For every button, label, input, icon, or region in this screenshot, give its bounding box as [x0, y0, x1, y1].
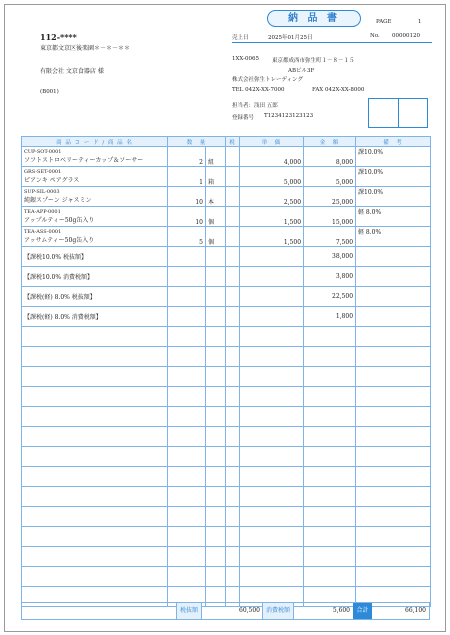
blank-row — [22, 487, 431, 507]
empty-cell — [356, 327, 431, 347]
empty-cell — [240, 567, 304, 587]
empty-cell — [304, 467, 356, 487]
item-code: SUP-SIL-0003 — [24, 188, 60, 195]
issuer-address: 東京都成西市弥生町１－８－１５ — [272, 58, 355, 64]
empty-cell — [168, 447, 206, 467]
summary-label: 【課税10.0% 消費税額】 — [22, 267, 168, 287]
date-label: 売上日 — [232, 35, 249, 41]
item-code: TEA-APP-0001 — [24, 208, 61, 215]
number-value: 00000120 — [392, 33, 420, 39]
issuer-company: 株式会社弥生トレーディング — [232, 77, 303, 83]
recipient-company: 有限会社 文京食器店 様 — [40, 68, 104, 75]
empty-cell — [168, 267, 206, 287]
empty-cell — [240, 347, 304, 367]
empty-cell — [22, 487, 168, 507]
item-remark: 軽 8.0% — [356, 227, 431, 247]
empty-cell — [356, 367, 431, 387]
empty-cell — [240, 467, 304, 487]
empty-cell — [168, 427, 206, 447]
grand-total-value: 66,100 — [405, 607, 426, 614]
summary-row — [22, 267, 431, 287]
empty-cell — [22, 387, 168, 407]
blank-row — [22, 527, 431, 547]
summary-row — [22, 247, 431, 267]
empty-cell — [226, 467, 240, 487]
empty-cell — [304, 387, 356, 407]
blank-row — [22, 407, 431, 427]
empty-cell — [206, 487, 226, 507]
item-amount: 5,000 — [304, 167, 356, 187]
empty-cell — [226, 327, 240, 347]
empty-cell — [168, 367, 206, 387]
empty-cell — [304, 527, 356, 547]
empty-cell — [240, 407, 304, 427]
blank-row — [22, 447, 431, 467]
item-code: TEA-ASS-0001 — [24, 228, 62, 235]
issuer-fax: FAX 042X-XX-8000 — [312, 87, 365, 93]
empty-cell — [240, 387, 304, 407]
empty-cell — [206, 567, 226, 587]
empty-cell — [226, 347, 240, 367]
blank-row — [22, 547, 431, 567]
empty-cell — [356, 467, 431, 487]
item-tax-mark — [226, 147, 240, 167]
empty-cell — [226, 447, 240, 467]
empty-cell — [168, 347, 206, 367]
item-quantity: 2 — [168, 147, 206, 167]
empty-cell — [226, 247, 240, 267]
empty-cell — [356, 287, 431, 307]
empty-cell — [304, 367, 356, 387]
empty-cell — [206, 507, 226, 527]
item-product-cell — [22, 167, 168, 187]
empty-cell — [240, 547, 304, 567]
item-price: 1,500 — [240, 227, 304, 247]
empty-cell — [226, 507, 240, 527]
subtotal-value: 60,500 — [239, 607, 260, 614]
summary-label: 【課税(軽) 8.0% 消費税額】 — [22, 307, 168, 327]
item-name: アップルティー50g缶入り — [24, 216, 95, 224]
empty-cell — [240, 507, 304, 527]
empty-cell — [356, 527, 431, 547]
empty-cell — [226, 487, 240, 507]
blank-row — [22, 327, 431, 347]
blank-row — [22, 507, 431, 527]
empty-cell — [22, 507, 168, 527]
item-tax-mark — [226, 187, 240, 207]
issuer-building: ABビル3F — [288, 68, 315, 74]
recipient-address: 東京都文京区後楽園＊－＊－＊＊ — [40, 45, 131, 52]
empty-cell — [240, 327, 304, 347]
col-amount: 金 額 — [304, 137, 356, 147]
item-remark: 課10.0% — [356, 147, 431, 167]
empty-cell — [22, 327, 168, 347]
blank-row — [22, 567, 431, 587]
item-unit: 組 — [206, 147, 226, 167]
item-remark: 軽 8.0% — [356, 207, 431, 227]
empty-cell — [356, 307, 431, 327]
item-name: アッサムティー50g缶入り — [24, 236, 95, 244]
empty-cell — [206, 267, 226, 287]
empty-cell — [240, 287, 304, 307]
empty-cell — [356, 507, 431, 527]
empty-cell — [226, 287, 240, 307]
empty-cell — [206, 547, 226, 567]
item-tax-mark — [226, 227, 240, 247]
document-title: 納 品 書 — [267, 10, 361, 27]
item-price: 4,000 — [240, 147, 304, 167]
item-remark: 課10.0% — [356, 167, 431, 187]
empty-cell — [356, 427, 431, 447]
blank-row — [22, 467, 431, 487]
empty-cell — [168, 247, 206, 267]
empty-cell — [240, 427, 304, 447]
empty-cell — [356, 547, 431, 567]
recipient-postal: 112-**** — [40, 32, 77, 42]
col-quantity: 数 量 — [168, 137, 226, 147]
empty-cell — [356, 267, 431, 287]
issuer-tel: TEL 042X-XX-7000 — [232, 87, 285, 93]
empty-cell — [22, 427, 168, 447]
empty-cell — [304, 407, 356, 427]
item-quantity: 1 — [168, 167, 206, 187]
empty-cell — [240, 527, 304, 547]
item-product-cell — [22, 207, 168, 227]
empty-cell — [304, 327, 356, 347]
col-remarks: 備 考 — [356, 137, 431, 147]
item-amount: 25,000 — [304, 187, 356, 207]
empty-cell — [206, 307, 226, 327]
empty-cell — [168, 507, 206, 527]
blank-row — [22, 347, 431, 367]
page-label: PAGE — [376, 19, 392, 25]
item-name: ピアンキ ペアグラス — [24, 176, 80, 184]
empty-cell — [356, 567, 431, 587]
empty-cell — [168, 547, 206, 567]
empty-cell — [22, 467, 168, 487]
item-unit: 本 — [206, 187, 226, 207]
page-number: 1 — [418, 19, 422, 25]
item-code: CUP-SOT-0001 — [24, 148, 62, 155]
header-divider — [232, 42, 432, 43]
item-tax-mark — [226, 167, 240, 187]
empty-cell — [168, 327, 206, 347]
empty-cell — [304, 487, 356, 507]
item-unit: 個 — [206, 207, 226, 227]
empty-cell — [304, 567, 356, 587]
empty-cell — [168, 387, 206, 407]
empty-cell — [226, 307, 240, 327]
summary-row — [22, 307, 431, 327]
staff-name: 担当者：浅田 五郎 — [232, 103, 278, 109]
summary-label: 【課税(軽) 8.0% 税抜額】 — [22, 287, 168, 307]
empty-cell — [22, 527, 168, 547]
summary-row — [22, 287, 431, 307]
empty-cell — [226, 567, 240, 587]
empty-cell — [356, 487, 431, 507]
empty-cell — [304, 447, 356, 467]
empty-cell — [206, 287, 226, 307]
item-name: ソフトストロベリーティーカップ＆ソーサー — [24, 156, 144, 164]
subtotal-label: 税抜額 — [176, 603, 202, 619]
empty-cell — [206, 407, 226, 427]
items-table — [21, 136, 431, 607]
empty-cell — [240, 447, 304, 467]
summary-amount: 3,800 — [304, 267, 356, 287]
date-value: 2025年01月25日 — [268, 35, 313, 41]
empty-cell — [206, 447, 226, 467]
item-quantity: 5 — [168, 227, 206, 247]
item-unit: 個 — [206, 227, 226, 247]
summary-amount: 38,000 — [304, 247, 356, 267]
empty-cell — [206, 467, 226, 487]
empty-cell — [168, 307, 206, 327]
blank-row — [22, 367, 431, 387]
empty-cell — [304, 347, 356, 367]
recipient-code: (B001) — [40, 89, 59, 95]
empty-cell — [168, 407, 206, 427]
empty-cell — [304, 427, 356, 447]
item-name: 純銀スプーン ジャスミン — [24, 196, 92, 204]
number-label: No. — [370, 33, 380, 39]
item-unit: 箱 — [206, 167, 226, 187]
totals-footer — [21, 602, 430, 620]
empty-cell — [206, 367, 226, 387]
empty-cell — [206, 327, 226, 347]
empty-cell — [206, 247, 226, 267]
tax-total-label: 消費税額 — [262, 603, 294, 619]
empty-cell — [240, 487, 304, 507]
tax-total-value: 5,600 — [332, 607, 350, 614]
item-code: GRS-SET-0001 — [24, 168, 62, 175]
summary-label: 【課税10.0% 税抜額】 — [22, 247, 168, 267]
item-product-cell — [22, 227, 168, 247]
empty-cell — [226, 527, 240, 547]
blank-row — [22, 387, 431, 407]
empty-cell — [226, 267, 240, 287]
empty-cell — [22, 547, 168, 567]
empty-cell — [22, 347, 168, 367]
empty-cell — [168, 467, 206, 487]
empty-cell — [240, 367, 304, 387]
empty-cell — [22, 447, 168, 467]
col-price: 単 価 — [240, 137, 304, 147]
empty-cell — [22, 407, 168, 427]
item-price: 1,500 — [240, 207, 304, 227]
table-row — [22, 227, 431, 247]
empty-cell — [356, 347, 431, 367]
blank-row — [22, 427, 431, 447]
item-quantity: 10 — [168, 207, 206, 227]
empty-cell — [206, 527, 226, 547]
empty-cell — [226, 387, 240, 407]
item-product-cell — [22, 147, 168, 167]
empty-cell — [168, 527, 206, 547]
item-amount: 7,500 — [304, 227, 356, 247]
empty-cell — [240, 247, 304, 267]
registration-number: T1234123123123 — [264, 113, 314, 119]
empty-cell — [356, 247, 431, 267]
empty-cell — [226, 427, 240, 447]
table-row — [22, 167, 431, 187]
empty-cell — [226, 407, 240, 427]
empty-cell — [304, 547, 356, 567]
col-product: 商 品 コ ー ド / 商 品 名 — [22, 137, 168, 147]
empty-cell — [206, 387, 226, 407]
item-price: 2,500 — [240, 187, 304, 207]
registration-label: 登録番号 — [232, 115, 255, 121]
empty-cell — [22, 367, 168, 387]
table-row — [22, 147, 431, 167]
item-amount: 15,000 — [304, 207, 356, 227]
empty-cell — [22, 567, 168, 587]
empty-cell — [168, 287, 206, 307]
empty-cell — [206, 347, 226, 367]
issuer-postal: 1XX-0065 — [232, 56, 259, 62]
grand-total-label: 合計 — [353, 603, 372, 619]
empty-cell — [168, 567, 206, 587]
table-row — [22, 187, 431, 207]
item-quantity: 10 — [168, 187, 206, 207]
empty-cell — [226, 547, 240, 567]
empty-cell — [168, 487, 206, 507]
item-product-cell — [22, 187, 168, 207]
empty-cell — [356, 447, 431, 467]
empty-cell — [240, 267, 304, 287]
item-price: 5,000 — [240, 167, 304, 187]
empty-cell — [304, 507, 356, 527]
empty-cell — [356, 387, 431, 407]
empty-cell — [356, 407, 431, 427]
item-remark: 課10.0% — [356, 187, 431, 207]
approval-stamp-box — [368, 98, 428, 128]
item-tax-mark — [226, 207, 240, 227]
empty-cell — [206, 427, 226, 447]
table-row — [22, 207, 431, 227]
summary-amount: 22,500 — [304, 287, 356, 307]
col-tax: 税 — [226, 137, 240, 147]
empty-cell — [226, 367, 240, 387]
empty-cell — [240, 307, 304, 327]
summary-amount: 1,800 — [304, 307, 356, 327]
item-amount: 8,000 — [304, 147, 356, 167]
